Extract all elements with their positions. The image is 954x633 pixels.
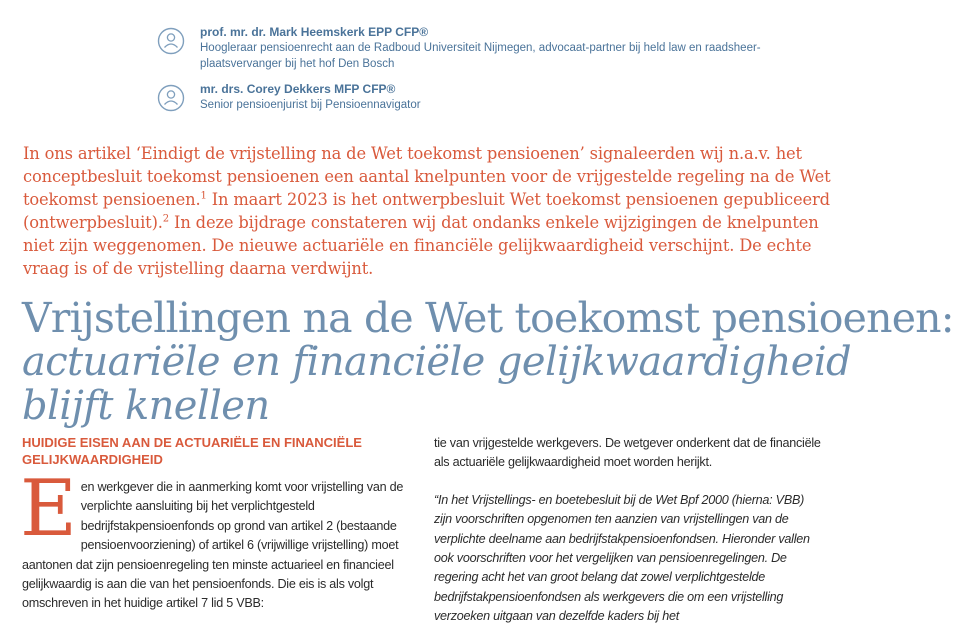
- article-title: [22, 294, 954, 429]
- left-body-text: [20, 464, 417, 614]
- person-icon: [156, 26, 186, 56]
- left-paragraph: en werkgever die in aanmerking komt voor vrijstelling van de verplichte aansluiting bij het verplichtgesteld bedrijfstakpensioenfonds op grond van artikel 2 (bestaande pensioenvoorziening) of artikel 6 (vrijwillige vrijstelling) moet aantonen dat zijn pensioenregeling ten minste actuarieel en financieel gelijkwaardig is aan die van het pensioenfonds. Die eis is als volgt omschreven in het huidige artikel 7 lid 5 VBB:: [22, 480, 404, 611]
- author-name: prof. mr. dr. Mark Heemskerk EPP CFP®: [200, 25, 429, 39]
- footnote-ref-2[interactable]: 2: [162, 213, 170, 225]
- title-line-3: blijft knellen: [22, 383, 270, 429]
- intro-text: In deze bijdrage constateren wij dat ondanks enkele wijzigingen de knelpunten niet zijn weggenomen. De nieuwe actuariële en financiële gelijkwaardigheid verschijnt. De echte vraag is of de vrijstelling daarna verdwijnt.: [23, 213, 819, 278]
- footnote-ref-1[interactable]: 1: [200, 190, 207, 202]
- intro-text: In maart 2023 is het ontwerpbesluit Wet toekomst pensioenen gepubliceerd (ontwerpbesluit).: [23, 190, 830, 232]
- intro-text: In ons artikel ‘Eindigt de vrijstelling na de Wet toekomst pensioenen’ signaleerden wij n.a.v. het conceptbesluit toekomst pensioenen een aantal knelpunten voor de vrijgestelde regeling na de Wet toekomst pensioenen.: [23, 144, 831, 209]
- quote-text: “In het Vrijstellings- en boetebesluit bij de Wet Bpf 2000 (hierna: VBB) zijn voorschriften opgenomen ten aanzien van vrijstellingen van de verplichte deelname aan bedrijfstakpensioenfondsen. Hieronder vallen ook voorschriften voor het vergelijken van pensioenregelingen. De regering acht het van groot belang dat zowel verplichtgestelde bedrijfstakpensioenfondsen als werkgevers die om een vrijstelling verzoeken uitgaan van dezelfde kaders bij het: [434, 492, 810, 624]
- left-column: [20, 434, 417, 611]
- section-heading: HUIDIGE EISEN AAN DE ACTUARIËLE EN FINANCIËLE GELIJKWAARDIGHEID: [22, 435, 362, 467]
- person-icon: [156, 83, 186, 113]
- drop-cap: E: [20, 464, 77, 554]
- intro-paragraph: [23, 142, 833, 280]
- right-body-text: tie van vrijgestelde werkgevers. De wetgever onderkent dat de financiële als actuariële gelijkwaardigheid moet worden herijkt.: [434, 436, 821, 470]
- author-role: Senior pensioenjurist bij Pensioennavigator: [200, 99, 421, 111]
- right-column: [434, 434, 824, 627]
- author-name: mr. drs. Corey Dekkers MFP CFP®: [200, 82, 396, 96]
- title-line-2: actuariële en financiële gelijkwaardigheid: [22, 339, 852, 385]
- author-role: Hoogleraar pensioenrecht aan de Radboud Universiteit Nijmegen, advocaat-partner bij held law en raadsheer-plaatsvervanger bij het hof Den Bosch: [200, 42, 761, 70]
- title-line-1: Vrijstellingen na de Wet toekomst pensioenen:: [22, 294, 954, 342]
